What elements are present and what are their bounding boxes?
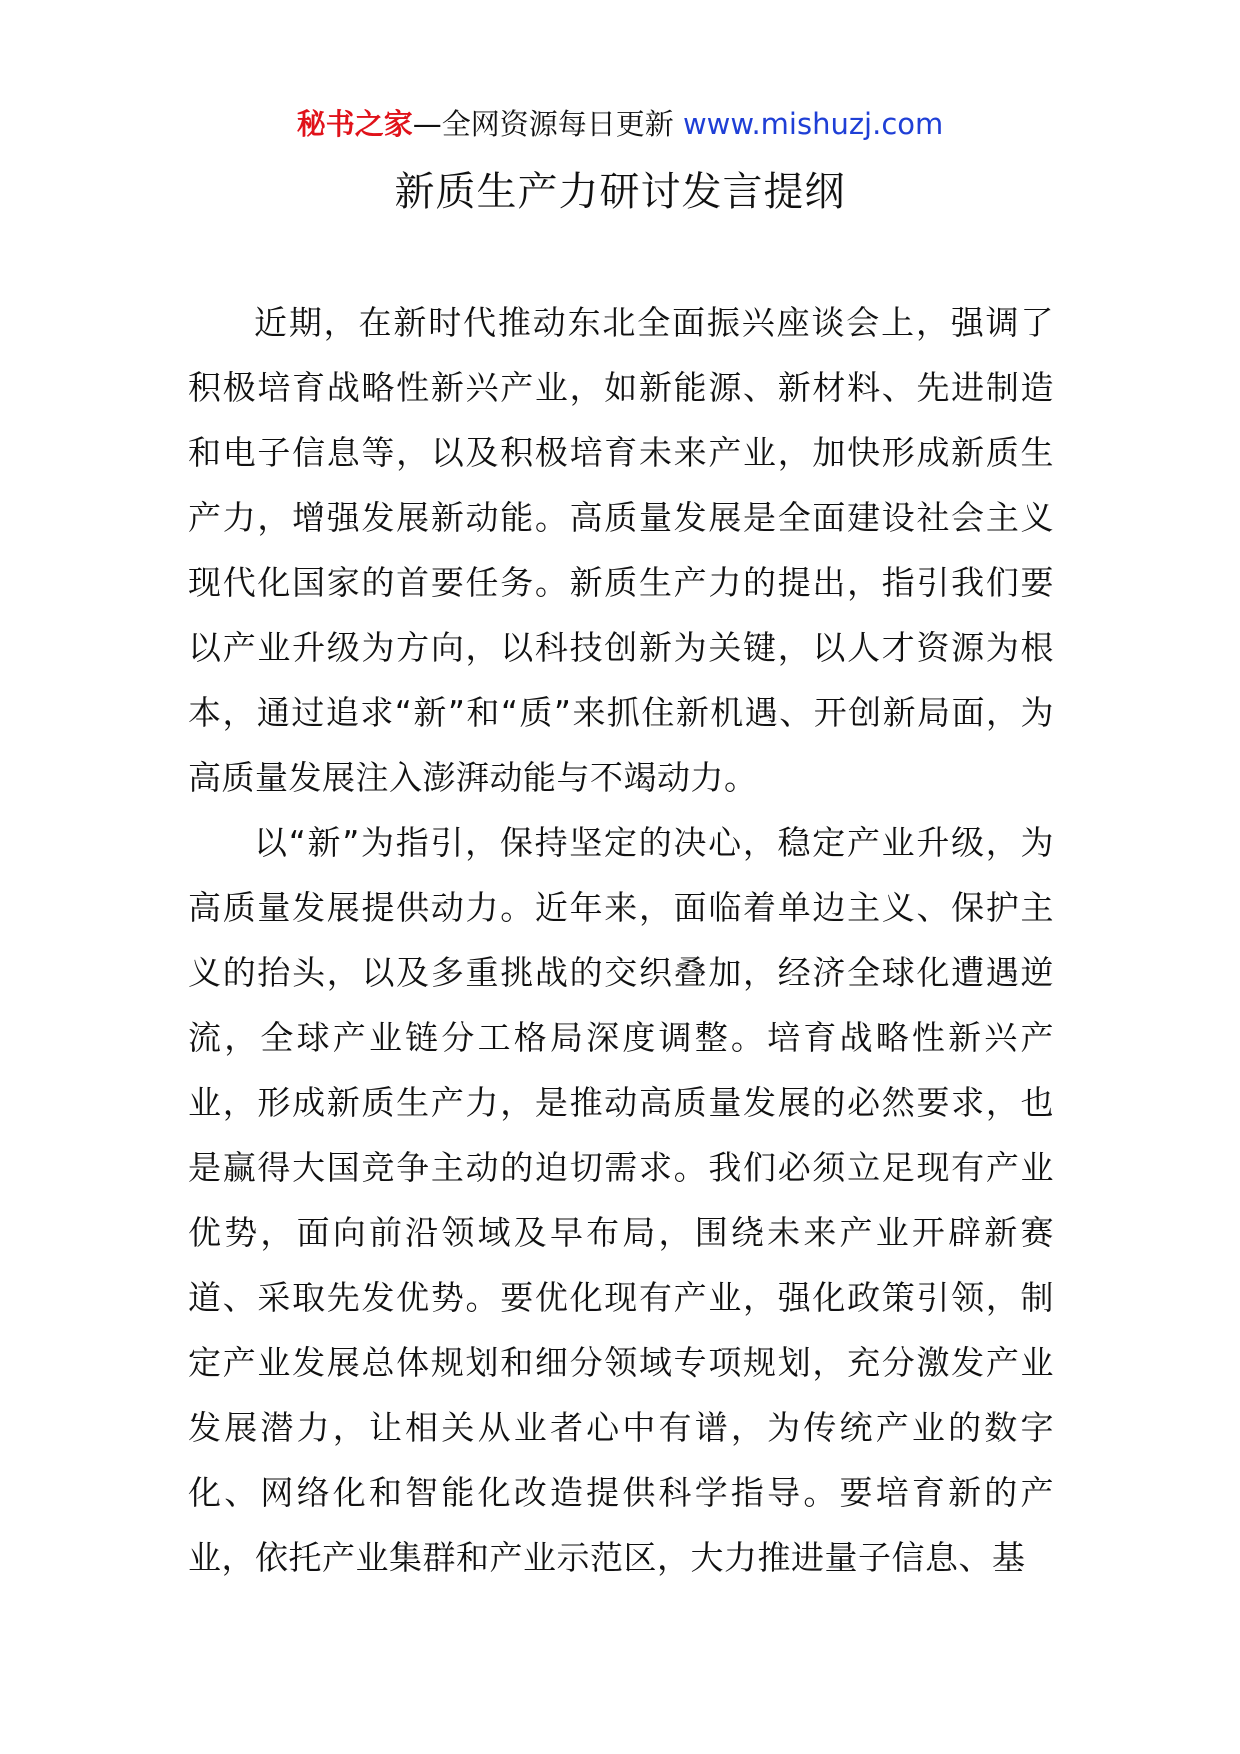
paragraph-1: 近期，在新时代推动东北全面振兴座谈会上，强调了积极培育战略性新兴产业，如新能源、新材料、先进制造和电子信息等，以及积极培育未来产业，加快形成新质生产力，增强发展新动能。高质量发展是全面建设社会主义现代化国家的首要任务。新质生产力的提出，指引我们要以产业升级为方向，以科技创新为关键，以人才资源为根本，通过追求“新”和“质”来抓住新机遇、开创新局面，为高质量发展注入澎湃动能与不竭动力。 [188, 303, 1054, 797]
paragraph-2: 以“新”为指引，保持坚定的决心，稳定产业升级，为高质量发展提供动力。近年来，面临着单边主义、保护主义的抬头，以及多重挑战的交织叠加，经济全球化遭遇逆流，全球产业链分工格局深度调整。培育战略性新兴产业，形成新质生产力，是推动高质量发展的必然要求，也是赢得大国竞争主动的迫切需求。我们必须立足现有产业优势，面向前沿领域及早布局，围绕未来产业开辟新赛道、采取先发优势。要优化现有产业，强化政策引领，制定产业发展总体规划和细分领域专项规划，充分激发产业发展潜力，让相关从业者心中有谱，为传统产业的数字化、网络化和智能化改造提供科学指导。要培育新的产业，依托产业集群和产业示范区，大力推进量子信息、基 [188, 823, 1054, 1577]
document-body [188, 290, 1054, 1590]
site-banner [0, 104, 1240, 144]
site-url-link[interactable]: www.mishuzj.com [682, 107, 944, 141]
document-title: 新质生产力研讨发言提纲 [394, 169, 846, 215]
brand-name: 秘书之家 [296, 107, 413, 141]
banner-tagline: —全网资源每日更新 [412, 107, 674, 141]
